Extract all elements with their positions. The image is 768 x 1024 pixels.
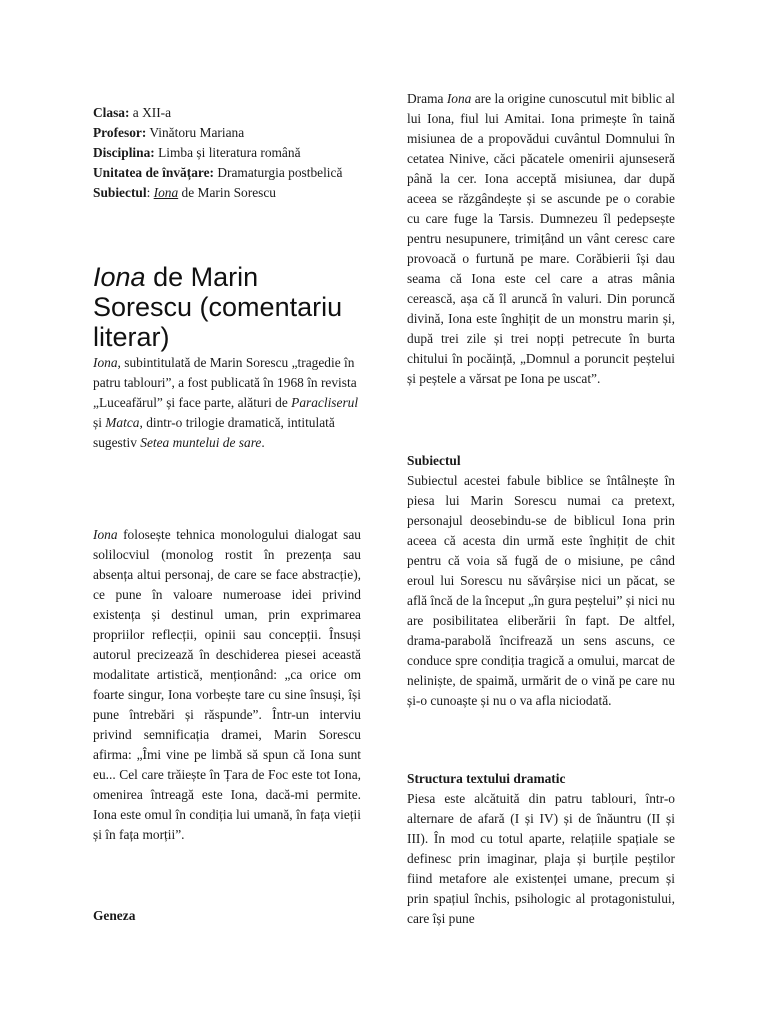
intro-paragraph: Iona, subintitulată de Marin Sorescu „tragedie în patru tablouri”, a fost publicată în 1968 în revista „Luceafărul” și face parte, alături de Paracliserul și Matca, dintr-o trilogie dramatică, intitulată sugestiv Setea muntelui de sare. (93, 355, 359, 450)
structura-paragraph: Piesa este alcătuită din patru tablouri, într-o alternare de afară (I și IV) și de înăuntru (II și III). În mod cu totul aparte, relațiile spațiale se definesc prin imaginar, plaja și burțile peștilor fiind metafore ale existenței umane, precum și prin spațiul închis, psihologic al protagonistului, care își pune (407, 791, 675, 926)
monolog-paragraph: Iona folosește tehnica monologului dialogat sau solilocviul (monolog rostit în prezența sau absența altui personaj, de care se face abstracție), ce pune în valoare numeroase idei privind existența și destinul uman, prin exprimarea propriilor reflecții, opinii sau concepții. Însuși autorul precizează în deschiderea piesei această modalitate artistică, menționând: „ca orice om foarte singur, Iona vorbește tare cu sine însuși, își pune întrebări și răspunde”. Într-un interviu privind semnificația dramei, Marin Sorescu afirma: „Îmi vine pe limbă să spun că Iona sunt eu... Cel care trăiește în Țara de Foc este tot Iona, omenirea întreagă este Iona, dacă-mi permite. Iona este omul în condiția lui umană, în fața vieții și în fața morții”. (93, 527, 361, 842)
geneza-heading: Geneza (93, 908, 136, 923)
subiectul-paragraph: Subiectul acestei fabule biblice se întâlnește în piesa lui Marin Sorescu numai ca pretext, personajul deosebindu-se de biblicul Iona prin aceea că acesta din urmă este înghițit de chit pentru că voia să fugă de o misiune, pe când eroul lui Sorescu nu săvârșise nici un păcat, se află încă de la început „în gura peștelui” și nici nu are posibilitatea eliberării în fapt. De altfel, drama-parabolă încifrează un sens ascuns, ce conduce spre condiția tragică a omului, marcat de neliniște, de spaimă, urmărit de o vină pe care nu și-o cunoaște și nu o va afla niciodată. (407, 473, 675, 708)
structura-heading: Structura textului dramatic (407, 771, 566, 786)
subiectul-heading: Subiectul (407, 453, 461, 468)
meta-disciplina: Disciplina: Limba și literatura română (93, 145, 301, 160)
myth-paragraph: Drama Iona are la origine cunoscutul mit biblic al lui Iona, fiul lui Amitai. Iona primește în taină misiunea de a propovădui cuvântul Domnului în cetatea Ninive, căci păcatele omenirii ajunseseră până la cer. Iona acceptă misiunea, dar după aceea se răzgândește și se ascunde pe o corabie cu care fuge la Tarsis. Dumnezeu îl pedepsește pentru nesupunere, trimițând un vânt ceresc care provoacă o furtună pe mare. Corăbierii își dau seama că Iona este cel care a atras mânia cerească, așa că îl aruncă în valuri. Din poruncă divină, Iona este înghițit de un monstru marin și, după trei zile și trei nopți petrecute în burta chitului în pocăință, „Domnul a poruncit peștelui și peștele a vărsat pe Iona pe uscat”. (407, 91, 676, 386)
meta-profesor: Profesor: Vinătoru Mariana (93, 125, 245, 140)
meta-unitatea: Unitatea de învățare: Dramaturgia postbelică (93, 165, 343, 180)
course-metadata (93, 103, 361, 203)
meta-subiectul: Subiectul: Iona de Marin Sorescu (93, 185, 277, 200)
meta-clasa: Clasa: a XII-a (93, 105, 172, 120)
page-title: Iona de Marin Sorescu (comentariu literar) (93, 262, 343, 352)
